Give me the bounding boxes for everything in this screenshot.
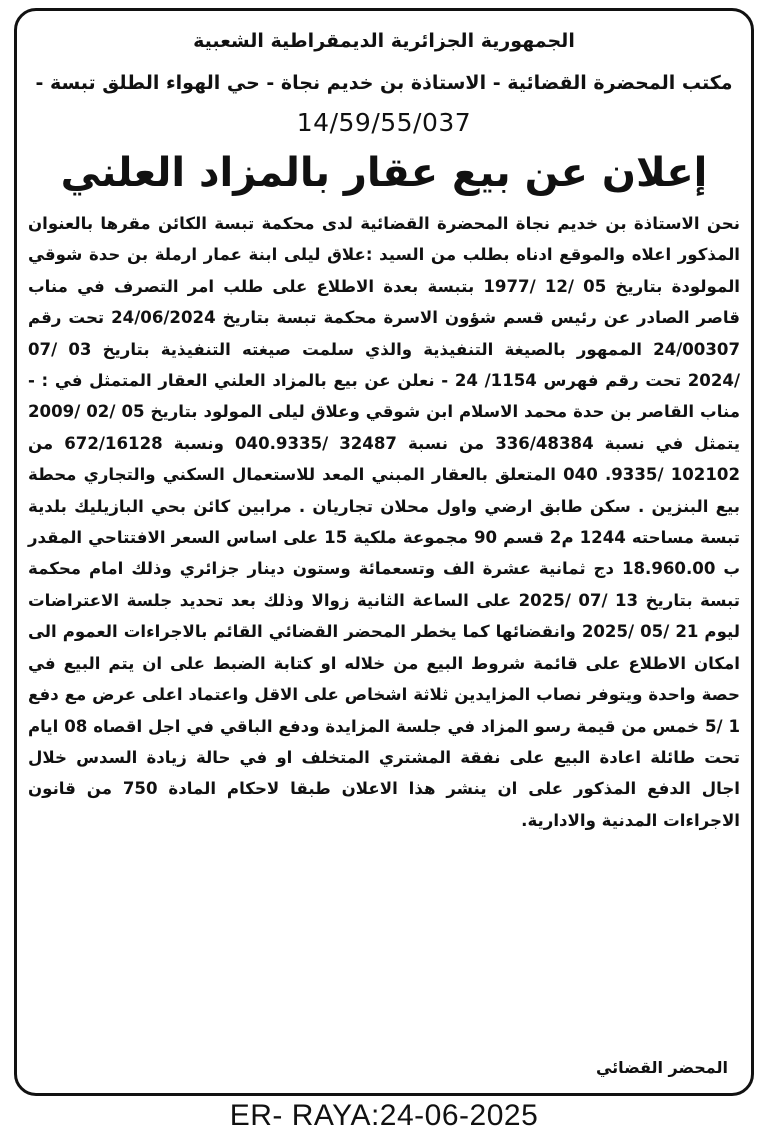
publication-footer: ER- RAYA:24-06-2025: [229, 1099, 539, 1132]
notice-body: نحن الاستاذة بن خديم نجاة المحضرة القضائية لدى محكمة تبسة الكائن مقرها بالعنوان المذكور اعلاه والموقع ادناه بطلب من السيد :علاق ليلى ابنة عمار ارملة بن حدة شوقي المولودة بتاريخ 05 /12 /1977 بتبسة بعدة الاطلاع على طلب امر التصرف في مناب قاصر الصادر عن رئيس قسم شؤون الاسرة محكمة تبسة بتاريخ 24/06/2024 تحت رقم 24/00307 الممهور بالصيغة التنفيذية والذي سلمت صيغته التنفيذية بتاريخ 03 /07 /2024 تحت رقم فهرس 1154/ 24 - نعلن عن بيع بالمزاد العلني العقار المتمثل في : - مناب القاصر بن حدة محمد الاسلام ابن شوقي وعلاق ليلى المولود بتاريخ 05 /02 /2009 يتمثل في نسبة 336/48384 من نسبة 32487 /040.9335 ونسبة 672/16128 من 102102 /9335. 040 المتعلق بالعقار المبني المعد للاستعمال السكني والتجاري محطة بيع البنزين . سكن طابق ارضي واول محلان تجاريان . مرابين كائن بحي البازيليك بلدية تبسة مساحته 1244 م2 قسم 90 مجموعة ملكية 15 على اساس السعر الافتتاحي المقدر ب 18.960.00 دج ثمانية عشرة الف وتسعمائة وستون دينار جزائري وذلك امام محكمة تبسة بتاريخ 13 /07 /2025 على الساعة الثانية زوالا وذلك بعد تحديد جلسة الاعتراضات ليوم 21 /05 /2025 وانقضائها كما يخطر المحضر القضائي القائم بالاجراءات العموم الى امكان الاطلاع على قائمة شروط البيع من خلاله او كتابة الضبط على ان يتم البيع في حصة واحدة ويتوفر نصاب المزايدين ثلاثة اشخاص على الاقل واعتماد اعلى عرض مع دفع 1 /5 خمس من قيمة رسو المزاد في جلسة المزايدة ودفع الباقي في اجل اقصاه 08 ايام تحت طائلة اعادة البيع على نفقة المشتري المتخلف او في حالة زيادة السدس خلال اجال الدفع المذكور على ان ينشر هذا الاعلان طبقا لاحكام المادة 750 من قانون الاجراءات المدنية والادارية.: [28, 214, 741, 830]
office-address: مكتب المحضرة القضائية - الاستاذة بن خديم نجاة - حي الهواء الطلق تبسة -: [35, 72, 733, 94]
notice-title: إعلان عن بيع عقار بالمزاد العلني: [60, 150, 708, 196]
phone-number: 14/59/55/037: [296, 108, 472, 137]
republic-heading: الجمهورية الجزائرية الديمقراطية الشعبية: [193, 30, 575, 52]
signature-label: المحضر القضائي: [595, 1058, 728, 1077]
signature-block: [360, 1058, 728, 1088]
